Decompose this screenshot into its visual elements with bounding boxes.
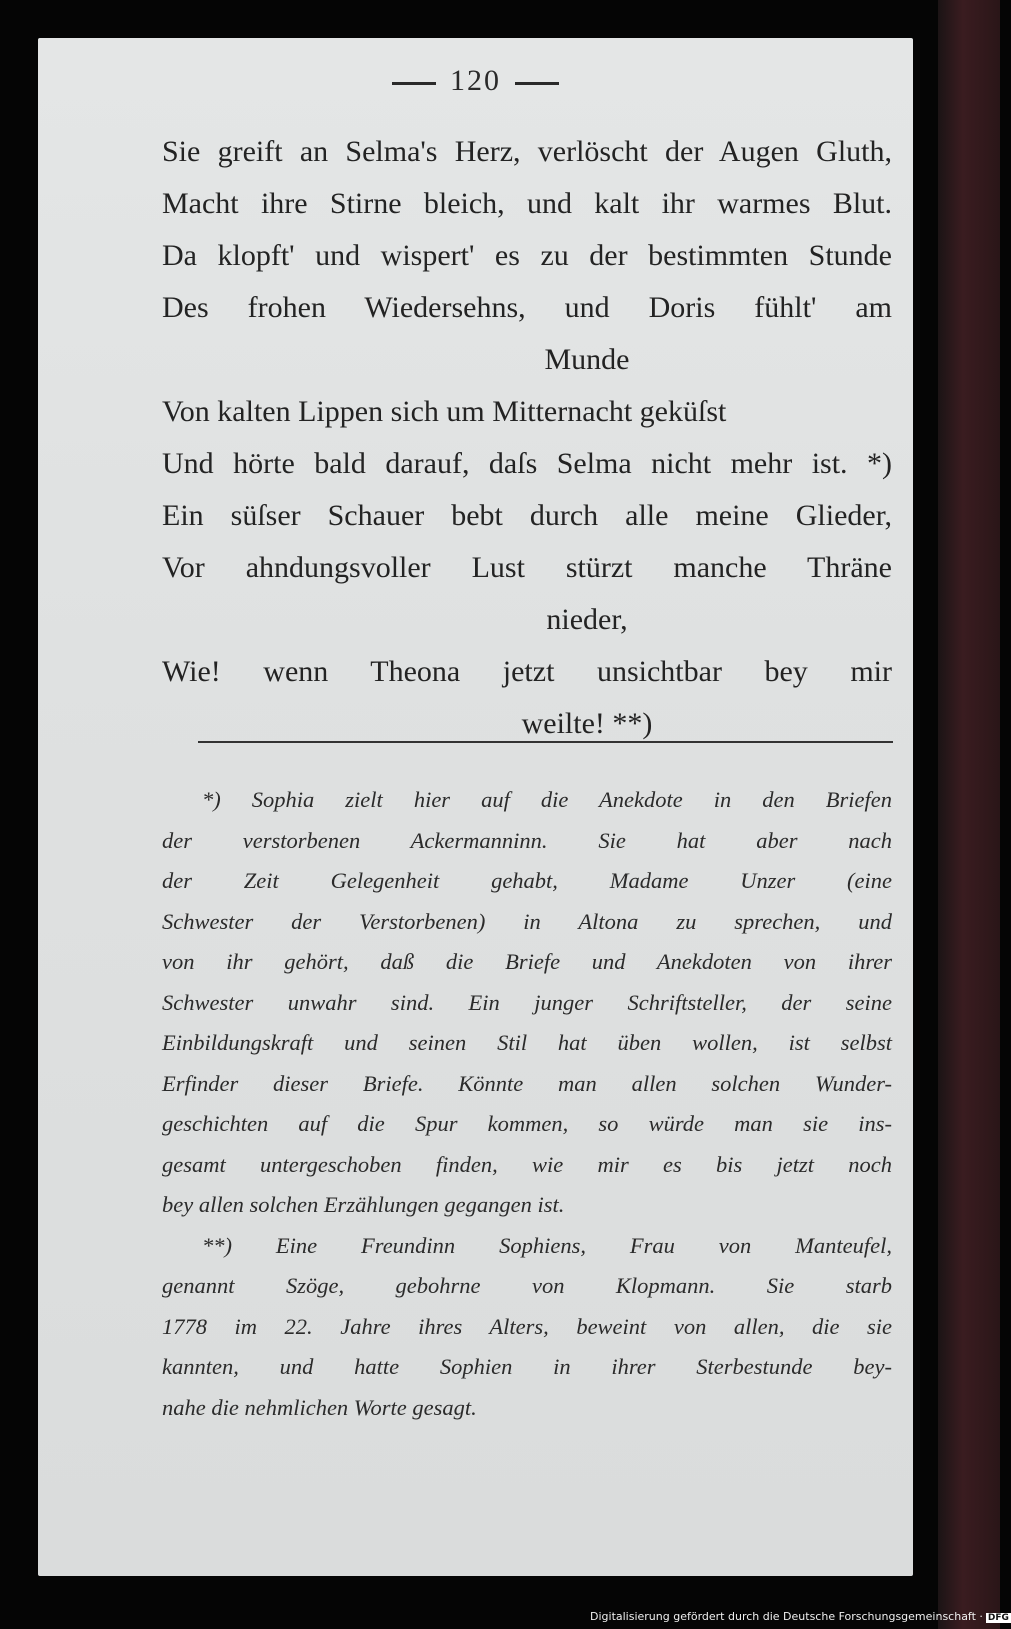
footnote-line: Schwester unwahr sind. Ein junger Schriftsteller, der seine <box>162 989 892 1015</box>
book-spine <box>938 0 1000 1629</box>
footnote-line: der verstorbenen Ackermanninn. Sie hat aber nach <box>162 827 892 853</box>
page-number-dash-left <box>392 82 436 85</box>
page-number-dash-right <box>515 82 559 85</box>
footnote-line: gesamt untergeschoben finden, wie mir es bis jetzt noch <box>162 1151 892 1177</box>
footnote <box>162 1226 892 1429</box>
footnote-line: *) Sophia zielt hier auf die Anekdote in den Briefen <box>202 787 892 812</box>
verse-line: Von kalten Lippen sich um Mitternacht geküſst <box>162 395 727 428</box>
verse-line: Des frohen Wiedersehns, und Doris fühlt' am <box>162 291 892 324</box>
verse-line: Und hörte bald darauf, daſs Selma nicht mehr ist. *) <box>162 447 892 480</box>
footnote-line: Erfinder dieser Briefe. Könnte man allen solchen Wunder- <box>162 1070 892 1096</box>
book-page <box>38 38 913 1576</box>
footnote-line: von ihr gehört, daß die Briefe und Anekdoten von ihrer <box>162 949 892 974</box>
verse-line: Vor ahndungsvoller Lust stürzt manche Thräne <box>162 551 892 584</box>
footnote-line: geschichten auf die Spur kommen, so würde man sie ins- <box>162 1111 892 1136</box>
verse-line: Da klopft' und wispert' es zu der bestimmten Stunde <box>162 239 892 272</box>
page-number <box>38 64 913 98</box>
digitization-credit <box>590 1610 1011 1623</box>
verse-line: Sie greift an Selma's Herz, verlöscht der Augen Gluth, <box>162 135 892 168</box>
footnote-line: 1778 im 22. Jahre ihres Alters, beweint von allen, die sie <box>162 1313 892 1339</box>
footnote-line: der Zeit Gelegenheit gehabt, Madame Unzer (eine <box>162 868 892 893</box>
verse-block <box>162 126 892 750</box>
footnote-line: kannten, und hatte Sophien in ihrer Sterbestunde bey- <box>162 1354 892 1379</box>
footnotes-block <box>162 780 892 1428</box>
footnote-line: **) Eine Freundinn Sophiens, Frau von Manteufel, <box>202 1232 892 1258</box>
page-number-text: 120 <box>450 64 501 97</box>
verse-line: Ein süſser Schauer bebt durch alle meine Glieder, <box>162 499 892 532</box>
verse-line: Wie! wenn Theona jetzt unsichtbar bey mir <box>162 655 892 688</box>
footnote-line: genannt Szöge, gebohrne von Klopmann. Sie starb <box>162 1273 892 1298</box>
verse-line: weilte! **) <box>521 707 653 740</box>
footnote-line: bey allen solchen Erzählungen gegangen ist. <box>162 1192 565 1217</box>
verse-line: Macht ihre Stirne bleich, und kalt ihr warmes Blut. <box>162 187 892 220</box>
credit-text: Digitalisierung gefördert durch die Deutsche Forschungsgemeinschaft · <box>590 1610 983 1623</box>
verse-line: Munde <box>544 343 630 376</box>
footnote-line: Schwester der Verstorbenen) in Altona zu sprechen, und <box>162 908 892 934</box>
footnote-line: Einbildungskraft und seinen Stil hat üben wollen, ist selbst <box>162 1030 892 1055</box>
footnote <box>162 780 892 1226</box>
footnote-line: nahe die nehmlichen Worte gesagt. <box>162 1394 477 1420</box>
footnote-separator <box>198 741 893 743</box>
verse-line: nieder, <box>546 603 628 636</box>
dfg-logo: DFG <box>987 1613 1009 1623</box>
